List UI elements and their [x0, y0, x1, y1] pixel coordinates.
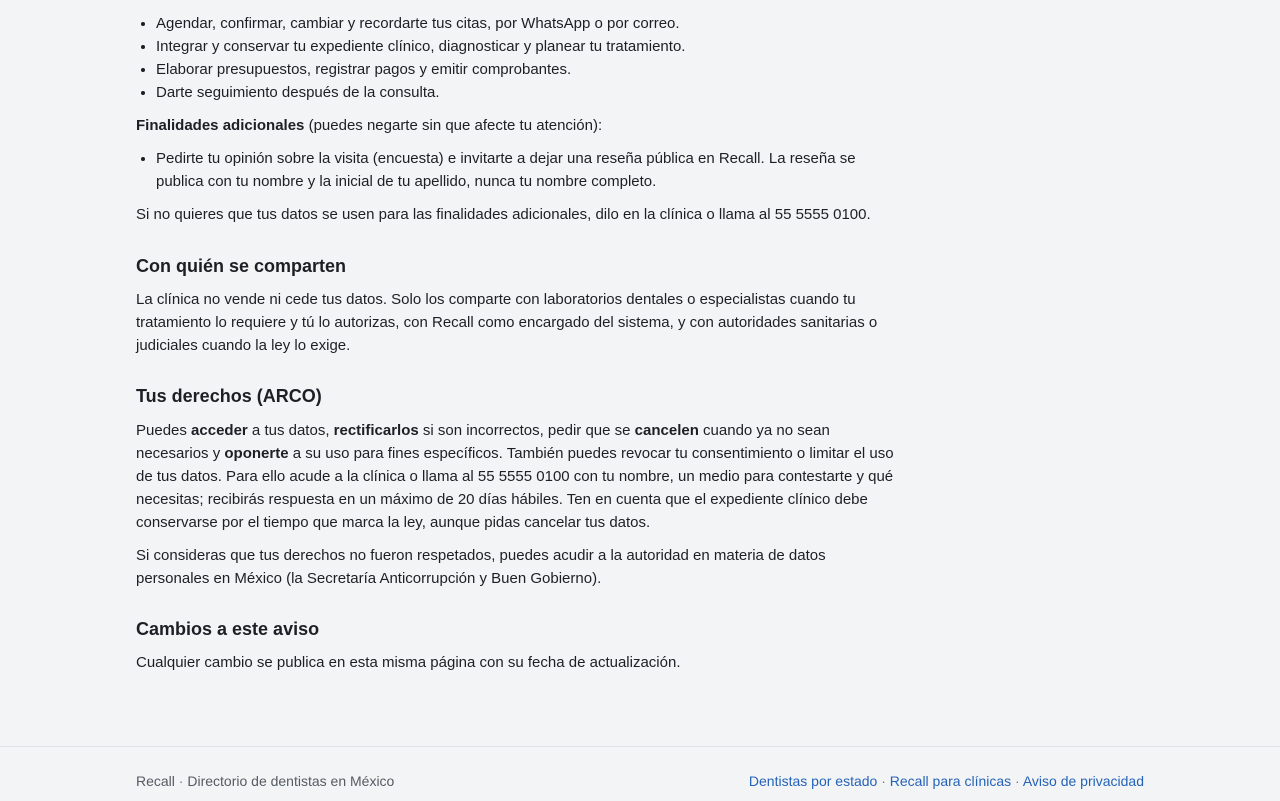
additional-purposes-label: Finalidades adicionales [136, 117, 305, 134]
right-access: acceder [191, 422, 248, 439]
rights-text-part: a tus datos, [247, 422, 334, 439]
footer-brand-name: Recall [136, 773, 175, 789]
list-item: • Integrar y conservar tu expediente clínico, diagnosticar y planear tu tratamiento. [156, 35, 896, 58]
right-oppose: oponerte [224, 445, 289, 462]
additional-purposes-note: (puedes negarte sin que afecte tu atención): [304, 117, 603, 134]
rights-text-part: si son incorrectos, pedir que se [418, 422, 635, 439]
list-item: • Agendar, confirmar, cambiar y recordarte tus citas, por WhatsApp o por correo. [156, 12, 896, 35]
rights-text [136, 419, 896, 534]
list-item: • Darte seguimiento después de la consulta. [156, 81, 896, 104]
list-item: • Elaborar presupuestos, registrar pagos y emitir comprobantes. [156, 58, 896, 81]
right-rectify: rectificarlos [333, 422, 419, 439]
page-footer [0, 746, 1280, 801]
rights-text-part: a su uso para fines específicos. También puedes revocar tu consentimiento o limitar el uso de tus datos. Para ello acude a la clínica o llama al 55 5555 0100 con tu nombre, un medio para contestarte y qué necesitas; recibirás respuesta en un máximo de 20 días hábiles. Ten en cuenta que el expediente clínico debe conservarse por el tiempo que marca la ley, aunque pidas cancelar tus datos. [136, 445, 894, 531]
complaint-text: Si consideras que tus derechos no fueron respetados, puedes acudir a la autoridad en materia de datos personales en México (la Secretaría Anticorrupción y Buen Gobierno). [136, 547, 826, 587]
footer-separator: · [178, 773, 184, 789]
sharing-text: La clínica no vende ni cede tus datos. Solo los comparte con laboratorios dentales o especialistas cuando tu tratamiento lo requiere y tú lo autorizas, con Recall como encargado del sistema, y con autoridades sanitarias o judiciales cuando la ley lo exige. [136, 291, 878, 354]
footer-links [749, 773, 1144, 789]
footer-tagline: Directorio de dentistas en México [187, 773, 395, 789]
changes-heading: Cambios a este aviso [136, 619, 320, 639]
opt-out-text: Si no quieres que tus datos se usen para las finalidades adicionales, dilo en la clínica o llama al 55 5555 0100. [136, 206, 871, 223]
rights-text-part: cuando ya no sean necesarios y [136, 422, 830, 462]
privacy-notice-content [136, 12, 896, 674]
footer-link-privacy-notice[interactable]: Aviso de privacidad [1022, 773, 1144, 789]
list-item: • Pedirte tu opinión sobre la visita (encuesta) e invitarte a dejar una reseña pública en Recall. La reseña se publica con tu nombre y la inicial de tu apellido, nunca tu nombre completo. [156, 147, 896, 193]
rights-text-part: Puedes [136, 422, 192, 439]
footer-separator: · [1015, 773, 1020, 789]
primary-purposes-list [136, 12, 896, 104]
changes-text: Cualquier cambio se publica en esta misma página con su fecha de actualización. [136, 654, 681, 671]
additional-purposes-list [136, 147, 896, 193]
footer-brand [136, 773, 394, 789]
footer-separator: · [881, 773, 886, 789]
right-cancel: cancelen [634, 422, 699, 439]
rights-heading: Tus derechos (ARCO) [136, 386, 322, 406]
footer-link-dentists-by-state[interactable]: Dentistas por estado [748, 773, 878, 789]
footer-link-recall-for-clinics[interactable]: Recall para clínicas [889, 773, 1012, 789]
sharing-heading: Con quién se comparten [136, 256, 347, 276]
additional-purposes-intro [136, 114, 896, 137]
